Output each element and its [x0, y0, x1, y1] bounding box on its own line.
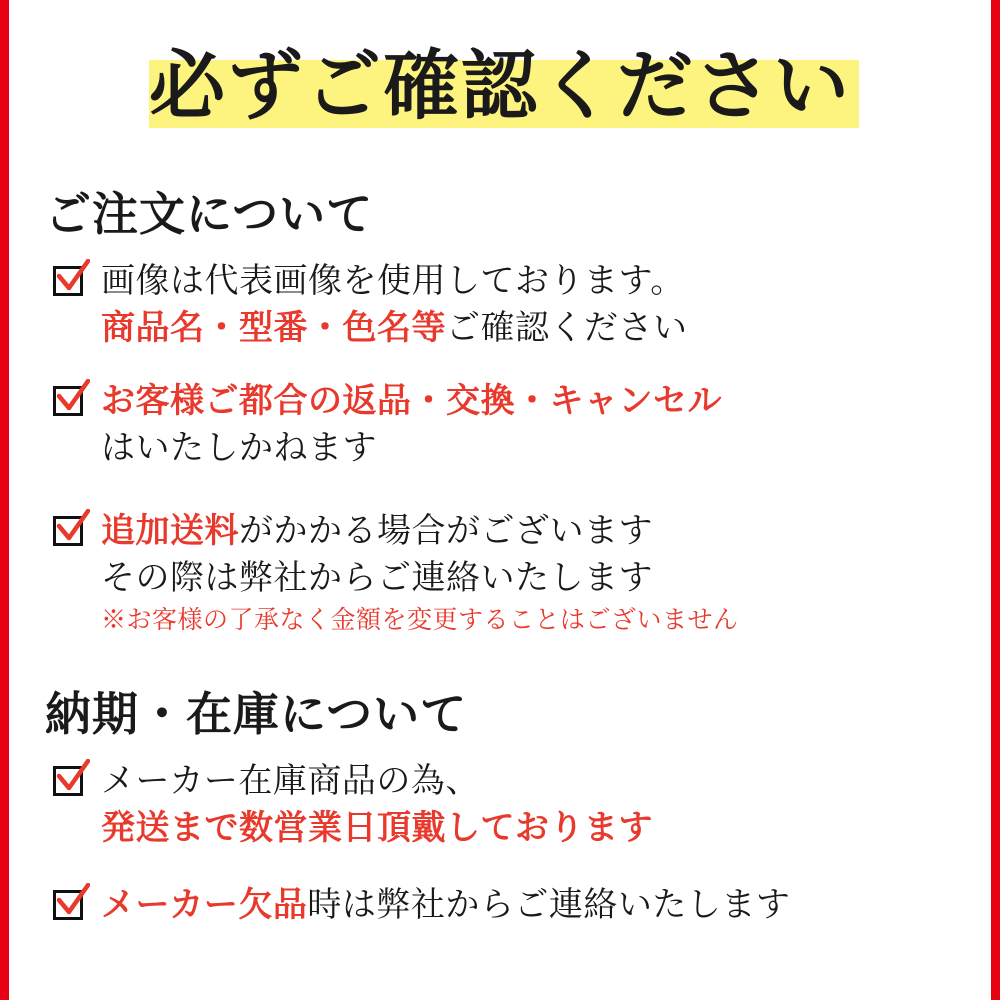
notice-line [101, 805, 971, 852]
notice-line-red: 追加送料 [101, 511, 239, 551]
notice-line-text: がかかる場合がございます [239, 511, 653, 551]
notice-content [9, 0, 991, 1000]
notice-line [101, 258, 971, 305]
notice-item-extra-shipping [53, 508, 971, 638]
notice-item-lines [101, 882, 971, 929]
notice-line [101, 758, 971, 805]
notice-line-text: メーカー在庫商品の為、 [101, 761, 480, 801]
notice-line-red: お客様ご都合の返品・交換・キャンセル [101, 381, 722, 421]
section-heading-delivery-stock: 納期・在庫について [45, 687, 468, 741]
check-mark-icon [56, 883, 90, 919]
checkbox-checked-icon [53, 762, 91, 800]
left-red-border [0, 0, 9, 1000]
check-mark-icon [56, 509, 90, 545]
checkbox-checked-icon [53, 512, 91, 550]
notice-line [101, 882, 971, 929]
check-mark-icon [56, 379, 90, 415]
notice-line [101, 425, 971, 472]
notice-line-red: 商品名・型番・色名等 [101, 308, 446, 348]
notice-line-text: 時は弊社からご連絡いたします [307, 885, 791, 925]
notice-line-text: 画像は代表画像を使用しております。 [101, 261, 685, 301]
notice-item-maker-shortage [53, 882, 971, 929]
notice-item-no-returns [53, 378, 971, 472]
checkbox-checked-icon [53, 382, 91, 420]
notice-line-red: メーカー欠品 [101, 885, 308, 925]
notice-line [101, 305, 971, 352]
check-mark-icon [56, 259, 90, 295]
notice-item-lines [101, 508, 971, 638]
check-mark-icon [56, 759, 90, 795]
notice-line [101, 508, 971, 555]
notice-line-text: はいたしかねます [101, 428, 377, 468]
notice-line-text: その際は弊社からご連絡いたします [101, 558, 653, 598]
notice-item-representative-image [53, 258, 971, 352]
page-title: 必ずご確認ください [149, 41, 851, 130]
notice-line [101, 555, 971, 602]
notice-item-lines [101, 758, 971, 852]
notice-note: ※お客様の了承なく金額を変更することはございません [101, 605, 739, 634]
notice-item-lines [101, 258, 971, 352]
checkbox-checked-icon [53, 886, 91, 924]
page-title-area [9, 34, 991, 144]
notice-line [101, 378, 971, 425]
notice-line-text: ご確認ください [446, 308, 688, 348]
section-heading-orders: ご注文について [45, 187, 374, 241]
notice-item-lines [101, 378, 971, 472]
checkbox-checked-icon [53, 262, 91, 300]
notice-item-maker-stock [53, 758, 971, 852]
right-red-border [991, 0, 1000, 1000]
notice-line-red: 発送まで数営業日頂戴しております [101, 808, 653, 848]
